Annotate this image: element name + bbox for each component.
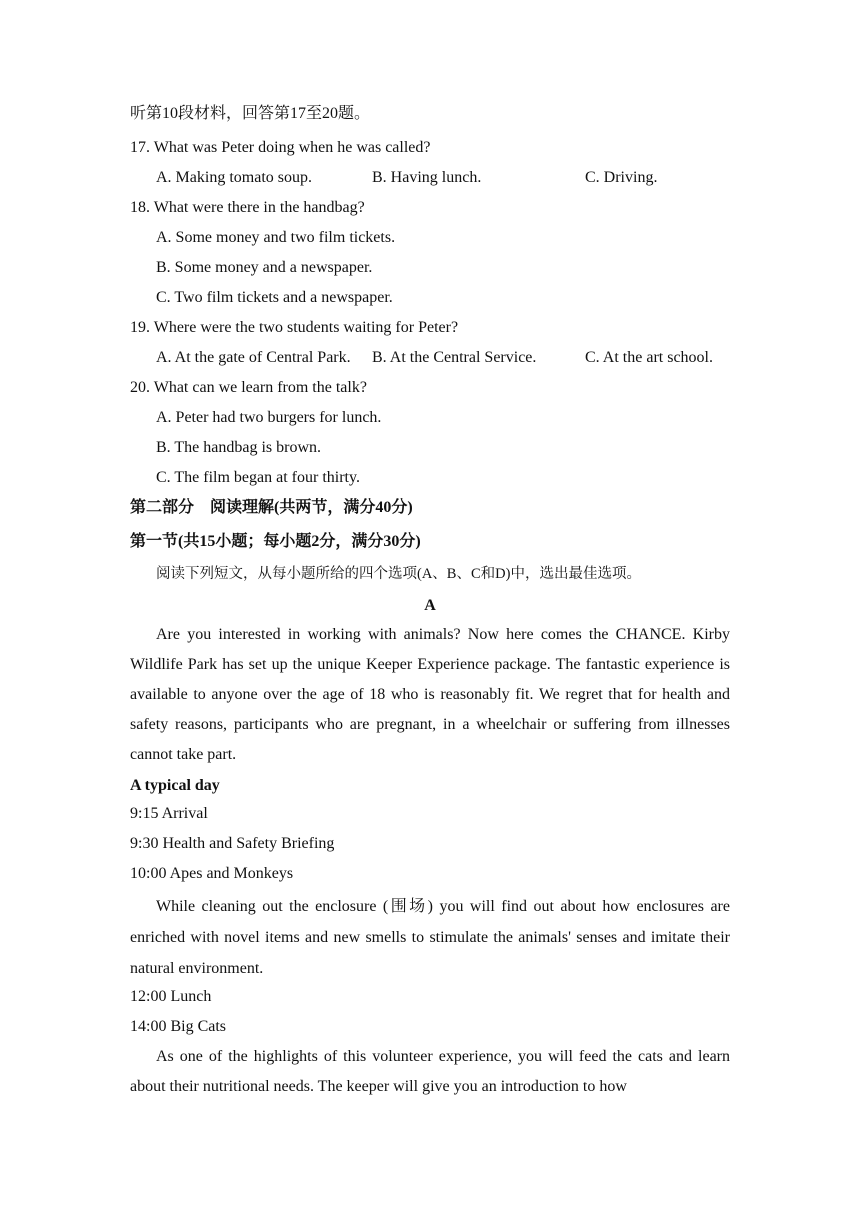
schedule-item: 9:15 Arrival — [130, 805, 208, 822]
option-19-c: C. At the art school. — [585, 349, 713, 366]
part2-heading: 第二部分 阅读理解(共两节，满分40分) — [130, 499, 413, 516]
schedule-item: 12:00 Lunch — [130, 988, 212, 1005]
option-19-a: A. At the gate of Central Park. — [156, 349, 351, 366]
option-17-a: A. Making tomato soup. — [156, 169, 312, 186]
option-18-a: A. Some money and two film tickets. — [156, 229, 396, 246]
schedule-item: 10:00 Apes and Monkeys — [130, 865, 294, 882]
listening-intro: 听第10段材料，回答第17至20题。 — [130, 105, 371, 122]
passage-label: A — [424, 597, 436, 614]
schedule-item: 14:00 Big Cats — [130, 1018, 227, 1035]
option-18-c: C. Two film tickets and a newspaper. — [156, 289, 393, 306]
typical-day-heading: A typical day — [130, 777, 220, 794]
option-17-c: C. Driving. — [585, 169, 658, 186]
section1-heading: 第一节(共15小题；每小题2分，满分30分) — [130, 533, 421, 550]
passage-paragraph-2: While cleaning out the enclosure (围场) you will find out about how enclosures are enriched with novel items and new smells to stimulate the animals' senses and imitate their natural environment. — [130, 898, 730, 977]
question-20: 20. What can we learn from the talk? — [130, 379, 367, 396]
passage-paragraph-3: As one of the highlights of this volunteer experience, you will feed the cats and learn about their nutritional needs. The keeper will give you an introduction to how — [130, 1048, 730, 1095]
question-17: 17. What was Peter doing when he was called? — [130, 139, 431, 156]
option-20-c: C. The film began at four thirty. — [156, 469, 360, 486]
option-17-b: B. Having lunch. — [372, 169, 482, 186]
option-18-b: B. Some money and a newspaper. — [156, 259, 373, 276]
question-18: 18. What were there in the handbag? — [130, 199, 365, 216]
passage-paragraph-1: Are you interested in working with animals? Now here comes the CHANCE. Kirby Wildlife Park has set up the unique Keeper Experience package. The fantastic experience is available to anyone over the age of 18 who is reasonably fit. We regret that for health and safety reasons, participants who are pregnant, in a wheelchair or suffering from illnesses cannot take part. — [130, 626, 730, 763]
option-20-b: B. The handbag is brown. — [156, 439, 322, 456]
option-19-b: B. At the Central Service. — [372, 349, 537, 366]
reading-instruction: 阅读下列短文，从每小题所给的四个选项(A、B、C和D)中，选出最佳选项。 — [156, 566, 641, 582]
question-19: 19. Where were the two students waiting for Peter? — [130, 319, 459, 336]
schedule-item: 9:30 Health and Safety Briefing — [130, 835, 335, 852]
option-20-a: A. Peter had two burgers for lunch. — [156, 409, 382, 426]
